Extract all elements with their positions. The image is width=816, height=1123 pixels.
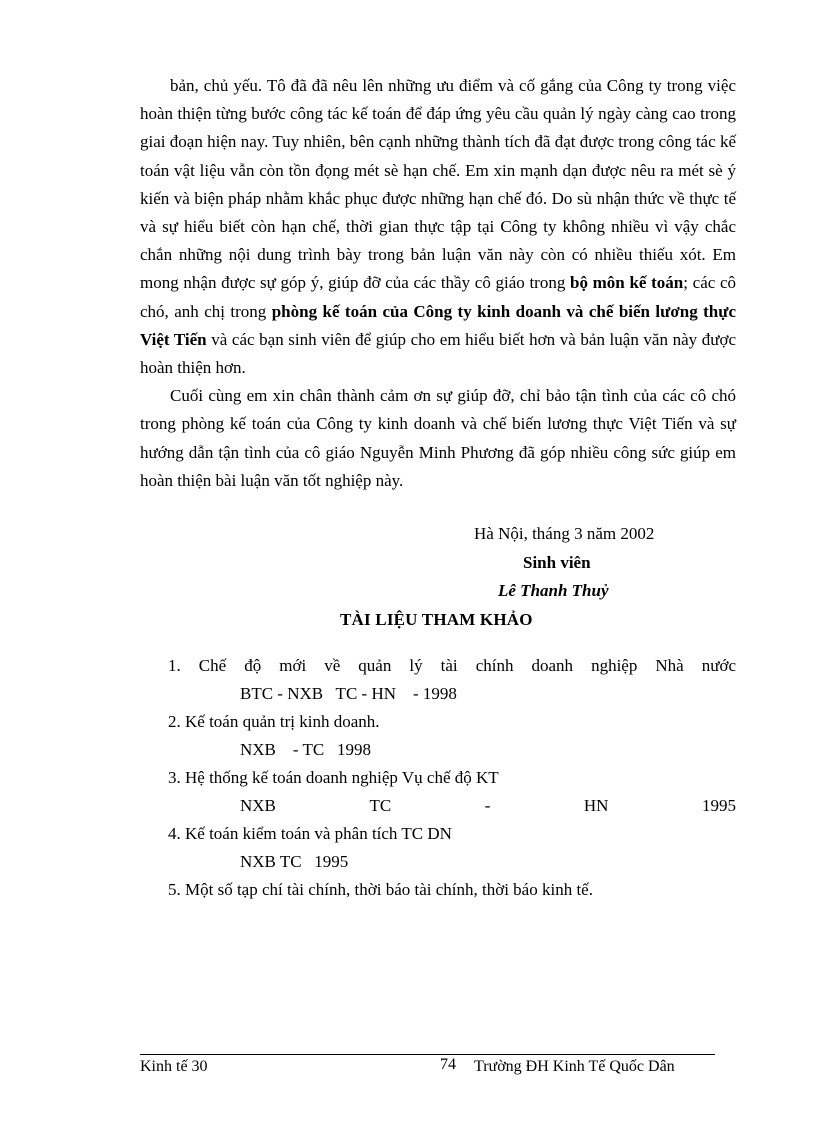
publisher-part: 1995 <box>702 796 736 815</box>
page-number: 74 <box>440 1056 456 1073</box>
paragraph-thanks: Cuối cùng em xin chân thành cảm ơn sự giúp đỡ, chỉ bảo tận tình của các cô chó trong phòng kế toán của Công ty kinh doanh và chế biến lương thực Việt Tiến và sự hướng dẫn tận tình của cô giáo Nguyễn Minh Phương đã góp nhiều công sức giúp em hoàn thiện bài luận văn tốt nghiệp này. <box>140 386 736 490</box>
reference-item <box>168 880 736 936</box>
footer-right-text: Trường ĐH Kinh Tế Quốc Dân <box>474 1058 675 1075</box>
reference-title: 1. Chế độ mới về quản lý tài chính doanh nghiệp Nhà nước <box>168 656 736 675</box>
signature-role: Sinh viên <box>523 553 591 572</box>
reference-title: 5. Một số tạp chí tài chính, thời báo tài chính, thời báo kinh tế. <box>168 880 593 899</box>
reference-item <box>168 712 736 768</box>
references-list <box>168 656 736 936</box>
reference-publisher: BTC - NXB TC - HN - 1998 <box>240 684 457 703</box>
text-run: bản, chủ yếu. Tô đã đã nêu lên những ưu điểm và cố gắng của Công ty trong việc hoàn thiện từng bước công tác kế toán để đáp ứng yêu cầu quản lý ngày càng cao trong giai đoạn hiện nay. Tuy nhiên, bên cạnh những thành tích đã đạt được trong công tác kế toán vật liệu vẫn còn tồn đọng mét sè hạn chế. Em xin mạnh dạn được nêu ra mét sè ý kiến và biện pháp nhằm khắc phục được những hạn chế đó. Do sù nhận thức về thực tế và sự hiểu biết còn hạn chế, thời gian thực tập tại Công ty không nhiều vì vậy chắc chắn những nội dung trình bày trong bản luận văn này còn có nhiều thiếu xót. Em mong nhận được sự góp ý, giúp đỡ của các thầy cô giáo trong <box>140 76 736 293</box>
reference-title: 2. Kế toán quản trị kinh doanh. <box>168 712 380 731</box>
signature-name: Lê Thanh Thuỷ <box>498 581 609 600</box>
reference-item <box>168 656 736 712</box>
body-text <box>140 72 736 495</box>
footer-divider <box>140 1054 715 1055</box>
reference-publisher: NXB - TC 1998 <box>240 740 371 759</box>
bold-run-department: bộ môn kế toán <box>570 273 684 293</box>
reference-title: 3. Hệ thống kế toán doanh nghiệp Vụ chế độ KT <box>168 768 499 787</box>
reference-publisher: NXB TC 1995 <box>240 852 349 871</box>
publisher-part: HN <box>583 796 609 815</box>
reference-publisher <box>240 796 736 816</box>
publisher-part: NXB <box>240 796 276 815</box>
references-heading: TÀI LIỆU THAM KHẢO <box>340 610 533 629</box>
bold-run-company: phòng kế toán của Công ty kinh doanh và chế biến lương thực Việt Tiến <box>140 301 737 349</box>
publisher-part: TC <box>369 796 392 815</box>
paragraph-acknowledgement <box>140 72 736 382</box>
reference-item <box>168 824 736 880</box>
reference-item <box>168 768 736 824</box>
publisher-part: - <box>484 796 491 815</box>
text-run: và các bạn sinh viên để giúp cho em hiểu biết hơn và bản luận văn này được hoàn thiện hơn. <box>140 329 736 378</box>
text-run: ; các cô chó, anh chị trong <box>140 273 737 321</box>
reference-title: 4. Kế toán kiểm toán và phân tích TC DN <box>168 824 452 843</box>
footer-left-text: Kinh tế 30 <box>140 1058 208 1075</box>
signature-date: Hà Nội, tháng 3 năm 2002 <box>474 524 655 543</box>
